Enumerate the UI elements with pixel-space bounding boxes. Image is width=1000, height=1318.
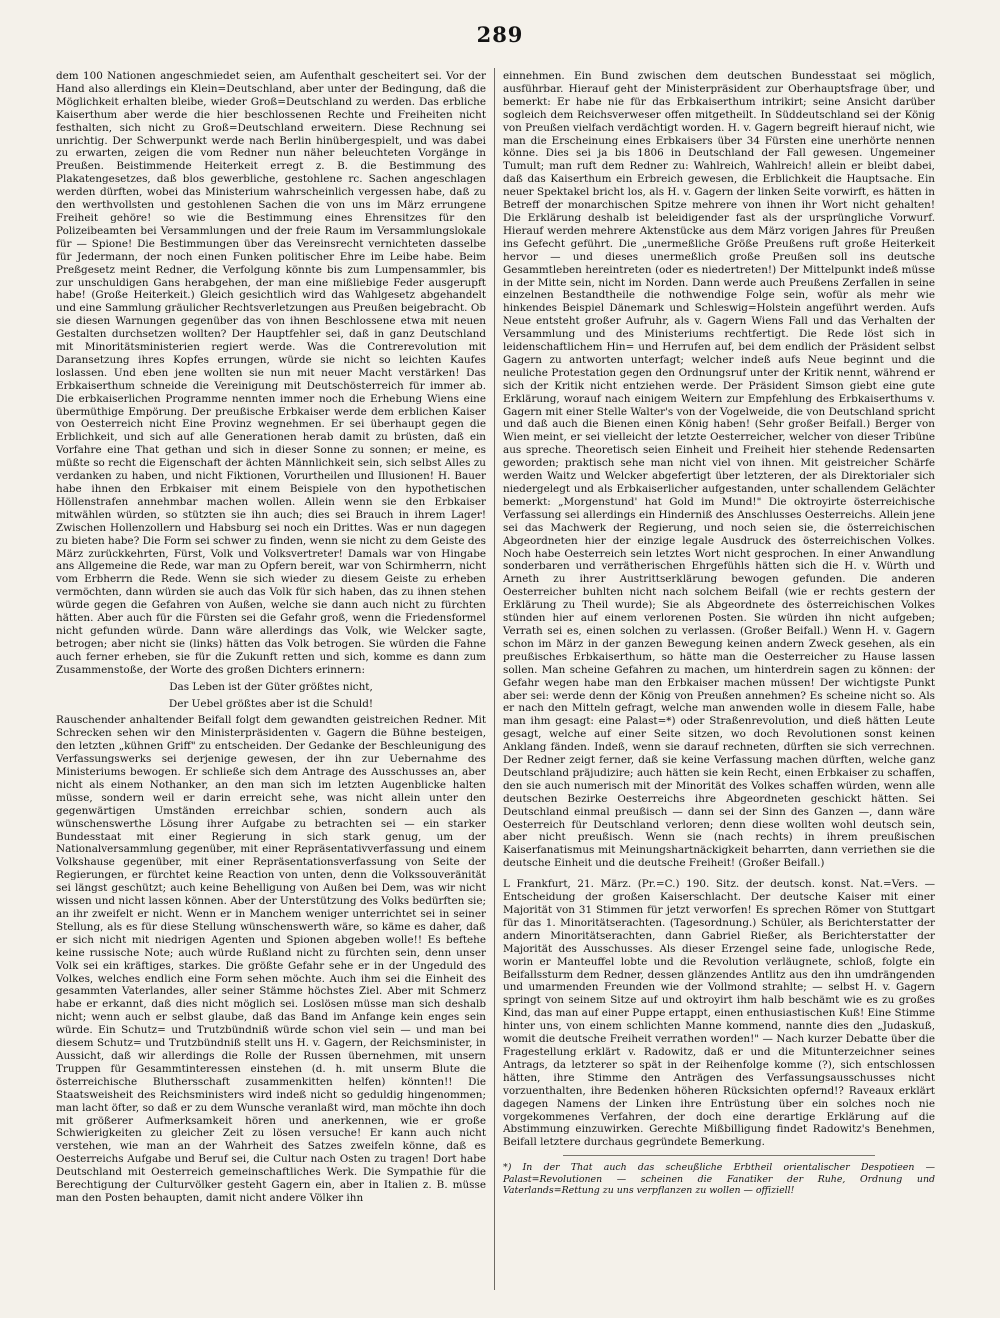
- right-paragraph-1: einnehmen. Ein Bund zwischen dem deutschen Bundesstaat sei möglich, ausführbar. Hierauf geht der Ministerpräsident zur Oberhauptsfrage über, und bemerkt: Er habe nie für das Erbkaiserthum intrikirt; seine Ansicht darüber sogleich dem Reichsverweser offen mitgetheilt. In Süddeutschland sei der König von Preußen vielfach verdächtigt worden. H. v. Gagern begreift hierauf nicht, wie man die Erscheinung eines Erbkaisers über 34 Fürsten eine unerhörte nennen könne. Dies sei ja bis 1806 in Deutschland der Fall gewesen. Ungemeiner Tumult; man ruft dem Redner zu: Wahlreich, Wahlreich! allein er bleibt dabei, daß das Kaiserthum ein Erbreich gewesen, die Erblichkeit die Hauptsache. Ein neuer Spektakel bricht los, als H. v. Gagern der linken Seite vorwirft, es hätten in Betreff der monarchischen Spitze mehrere von ihnen ihr Wort nicht gehalten! Die Erklärung deshalb ist beleidigender fast als der ursprüngliche Vorwurf. Hierauf werden mehrere Aktenstücke aus dem März vorigen Jahres für Preußen ins Gefecht geführt. Die „unermeßliche Größe Preußens ruft große Heiterkeit hervor — und dieses unermeßlich große Preußen soll ins deutsche Gesammtleben hereintreten (oder es niedertreten!) Der Mittelpunkt indeß müsse in der Mitte sein, nicht im Norden. Dann werde auch Preußens Zerfallen in seine einzelnen Bestandtheile die nothwendige Folge sein, wofür als mehr wie hinkendes Beispiel Dänemark und Schleswig=Holstein angeführt werden. Aufs Neue entsteht großer Aufruhr, als v. Gagern Wiens Fall und das Verhalten der Versammlung und des Ministeriums rechtfertigt. Die Rede löst sich in leidenschaftlichem Hin= und Herrufen auf, bei dem endlich der Präsident selbst Gagern zu antworten unterfagt; welcher indeß aufs Neue beginnt und die neuliche Protestation gegen den Ordnungsruf unter der Kritik nennt, während er sich der Kritik nicht entziehen werde. Der Präsident Simson giebt eine gute Erklärung, worauf nach einigem Weitern zur Empfehlung des Erbkaiserthums v. Gagern mit einer Stelle Walter's von der Vogelweide, die von Deutschland spricht und daß auch die Bienen einen König haben! (Sehr großer Beifall.) Berger von Wien meint, er sei vielleicht der letzte Oesterreicher, welcher von dieser Tribüne aus spreche. Theoretisch seien Einheit und Freiheit hier stehende Redensarten geworden; praktisch sehe man nicht viel von ihnen. Mit geistreicher Schärfe werden Waitz und Welcker abgefertigt über letzteren, der als Direktorialer sich niedergelegt und als Erbkaiserlicher aufgestanden, unter schallendem Gelächter bemerkt: „Morgenstund' hat Gold im Mund!" Die oktroyirte österreichische Verfassung sei allerdings ein Hinderniß des Anschlusses Oesterreichs. Allein jene sei das Machwerk der Regierung, und noch seien sie, die österreichischen Abgeordneten hier der einzige legale Ausdruck des österreichischen Volkes. Noch habe Oesterreich sein letztes Wort nicht gesprochen. In einer Anwandlung sonderbaren und verrätherischen Ehrgefühls hätten sich die H. v. Würth und Arneth zu ihrer Austrittserklärung bewogen gefunden. Die anderen Oesterreicher buhlten nicht nach solchem Beifall (wie er rechts gestern der Erklärung zu Theil wurde); Sie als Abgeordnete des österreichischen Volkes stünden hier auf einem verlorenen Posten. Sie würden ihn nicht aufgeben; Verrath sei es, einen solchen zu verlassen. (Großer Beifall.) Wenn H. v. Gagern schon im März in der ganzen Bewegung keinen andern Zweck gesehen, als ein preußisches Erbkaiserthum, so hätte man die Oesterreicher zu Hause lassen sollen. Man scheine Gefahren zu machen, um hinterdrein sagen zu können: der Gefahr wegen habe man den Erbkaiser machen müssen! Der wichtigste Punkt aber sei: werde denn der König von Preußen annehmen? Es scheine nicht so. Als er nach den Mitteln gefragt, welche man anwenden wolle in diesem Falle, habe man ihm gesagt: eine Palast=*) oder Straßenrevolution, und dieß hätten Leute gesagt, welche auf einer Seite sitzen, wo doch Revolutionen sonst keinen Anklang fänden. Indeß, wenn sie darauf rechneten, dürften sie sich verrechnen. Der Redner zeigt ferner, daß sie keine Verfassung machen dürften, welche ganz Deutschland präjudizire; auch hätten sie kein Recht, einen Erbkaiser zu schaffen, den sie auch numerisch mit der Minorität des Volkes schaffen würden, wenn alle deutschen Bezirke Oesterreichs ihre Abgeordneten geschickt hätten. Sei Deutschland einmal preußisch — dann sei der Sinn des Ganzen —, dann wäre Oesterreich für Deutschland verloren; denn diese wollten wohl deutsch sein, aber nicht preußisch. Wenn sie (nach rechts) in ihrem preußischen Kaiserfanatismus mit Meinungshartnäckigkeit beharrten, dann verriethen sie die deutsche Einheit und die deutsche Freiheit! (Großer Beifall.): [503, 70, 935, 870]
- page-number: 289: [476, 22, 524, 47]
- frankfurt-report: L Frankfurt, 21. März. (Pr.=C.) 190. Sitz. der deutsch. konst. Nat.=Vers. — Entscheidung der großen Kaiserschlacht. Der deutsche Kaiser mit einer Majorität von 31 Stimmen für jetzt verworfen! Es sprechen Römer von Stuttgart für das 1. Minoritätserachten. (Tagesordnung.) Schüler, als Berichterstatter der andern Minoritätserachten, dann Gabriel Rießer, als Berichterstatter der Majorität des Ausschusses. Als dieser Erzengel seine fade, unlogische Rede, worin er Manteuffel lobte und die Revolution verläugnete, schloß, folgte ein Beifallssturm dem Redner, dessen glänzendes Antlitz aus den ihn umdrängenden und umarmenden Freunden wie der Vollmond strahlte; — selbst H. v. Gagern springt von seinem Sitze auf und oktroyirt ihm halb beschämt wie es zu großes Kind, das man auf einer Puppe ertappt, einen enthusiastischen Kuß! Eine Stimme hinter uns, von einem schlichten Manne kommend, nannte dies den „Judaskuß, womit die deutsche Freiheit verrathen worden!" — Nach kurzer Debatte über die Fragestellung erklärt v. Radowitz, daß er und die Mitunterzeichner seines Antrags, da letzterer so spät in der Reihenfolge komme (?), sich entschlossen hätten, ihre Stimme den Anträgen des Verfassungsausschusses nicht vorzuenthalten, ihre Bedenken höheren Rücksichten opfernd!? Raveaux erklärt dagegen Namens der Linken ihre Entrüstung über ein solches noch nie vorgekommenes Verfahren, der doch eine derartige Erklärung auf die Abstimmung einzuwirken. Gerechte Mißbilligung findet Radowitz's Benehmen, Beifall letztere durchaus gegründete Bemerkung.: [503, 878, 935, 1149]
- column-divider: [494, 68, 495, 1290]
- verse-line-1: Das Leben ist der Güter größtes nicht,: [169, 680, 373, 693]
- footnote-separator: [563, 1155, 875, 1156]
- right-column: [503, 70, 935, 1196]
- left-paragraph-1: dem 100 Nationen angeschmiedet seien, am Aufenthalt gescheitert sei. Vor der Hand also allerdings ein Klein=Deutschland, aber unter der Bedingung, daß die Möglichkeit erhalten bleibe, wieder Groß=Deutschland zu werden. Das erbliche Kaiserthum aber werde die hier beschlossenen Rechte und Freiheiten nicht festhalten, sich nicht zu Groß=Deutschland erweitern. Diese Rechnung sei unrichtig. Der Schwerpunkt werde nach Berlin hinübergespielt, und was dabei zu erwarten, zeigen die vom Redner nun näher beleuchteten Vorgänge in Preußen. Beistimmende Heiterkeit erregt z. B. die Bestimmung des Plakatengesetzes, daß blos gewerbliche, gestohlene rc. Sachen angeschlagen werden dürften, wobei das Ministerium wahrscheinlich vergessen habe, daß zu den werthvollsten und gestohlenen Sachen die von uns im März errungene Freiheit gehöre! so wie die Bestimmung eines Ehrensitzes für den Polizeibeamten bei Versammlungen und der freie Raum im Versammlungslokale für — Spione! Die Bestimmungen über das Vereinsrecht vernichteten dasselbe für Jedermann, der noch einen Funken politischer Ehre im Leibe habe. Beim Preßgesetz meint Redner, die Verfolgung könnte bis zum Lumpensammler, bis zur unschuldigen Gans herabgehen, der man eine mißliebige Feder ausgerupft habe! (Große Heiterkeit.) Gleich gesichtlich wird das Wahlgesetz abgehandelt und eine Sammlung gräulicher Rechtsverletzungen aus Preußen beigebracht. Ob sie diesen Warnungen gegenüber das von ihnen Beschlossene etwa mit neuen Gestalten durchsetzen wollten? Der Hauptfehler sei, daß in ganz Deutschland mit Minoritätsministerien regiert werde. Was die Contrerevolution mit Daransetzung ihres Kopfes errungen, würde sie nicht so leichten Kaufes loslassen. Und eben jene wollten sie nun mit neuer Macht verstärken! Das Erbkaiserthum schneide die Vereinigung mit Deutschösterreich für immer ab. Die erbkaiserlichen Programme nennten immer noch die Erhebung Wiens eine übermüthige Empörung. Der preußische Erbkaiser werde dem erblichen Kaiser von Oesterreich nicht Eine Provinz wegnehmen. Er sei überhaupt gegen die Erblichkeit, und sich auf alle Generationen herab damit zu brüsten, daß ein Vorfahre eine That gethan und sich in dieser Sonne zu sonnen; er meine, es müßte so recht die Eigenschaft der ächten Männlichkeit sein, sich selbst Alles zu verdanken zu haben, und nicht Fiktionen, Vorurtheilen und Illusionen! H. Bauer habe ihnen den Erbkaiser mit einem Beispiele von den hypothetischen Höllenstrafen annehmbar machen wollen. Allein wenn sie den Erbkaiser mitwählen würden, so stützten sie ihn auch; dies sei Brauch in ihrem Lager! Zwischen Hollenzollern und Habsburg sei noch ein Drittes. Was er nun dagegen zu bieten habe? Die Form sei schwer zu finden, wenn sie nicht zu dem Geiste des März zurückkehrten, Fürst, Volk und Volksvertreter! Damals war von Hingabe ans Allgemeine die Rede, war man zu Opfern bereit, war von Schirmherrn, nicht vom Erbherrn die Rede. Wenn sie sich wieder zu diesem Geiste zu erheben vermöchten, dann würden sie auch das Volk für sich haben, das zu ihnen stehen würde gegen die Gefahren von Außen, welche sie dann auch nicht zu fürchten hätten. Aber auch für die Fürsten sei die Gefahr groß, wenn die Friedensformel nicht gefunden würde. Dann wäre allerdings das Volk, wie Welcker sagte, betrogen; aber nicht sie (links) hätten das Volk betrogen. Sie würden die Fahne auch ferner erheben, sie für die Zukunft retten und sich, komme es dann zum Zusammenstoße, der Worte des großen Dichters erinnern:: [56, 70, 486, 676]
- verse-line-2: Der Uebel größtes aber ist die Schuld!: [168, 697, 374, 710]
- footnote: *) In der That auch das scheußliche Erbtheil orientalischer Despotieen — Palast=Revolutionen — scheinen die Fanatiker der Ruhe, Ordnung und Vaterlands=Rettung zu uns verpflanzen zu wollen — offiziell!: [503, 1162, 935, 1197]
- left-column: [56, 70, 486, 1205]
- left-paragraph-2: Rauschender anhaltender Beifall folgt dem gewandten geistreichen Redner. Mit Schrecken sehen wir den Ministerpräsidenten v. Gagern die Bühne besteigen, den letzten „kühnen Griff" zu entscheiden. Der Gedanke der Beschleunigung des Verfassungswerks sei derjenige gewesen, der ihn zur Uebernahme des Ministeriums bewogen. Er schließe sich dem Antrage des Ausschusses an, aber nicht als einem Nothanker, an den man sich im letzten Augenblicke halten müsse, sondern weil er darin erreicht sehe, was nicht allein unter den gegenwärtigen Umständen erreichbar schien, sondern auch als wünschenswerthe Lösung ihrer Aufgabe zu betrachten sei — ein starker Bundesstaat mit einer Regierung in sich stark genug, um der Nationalversammlung gegenüber, mit einer Repräsentativverfassung und einem Volkshause gegenüber, mit einer Repräsentationsverfassung von Seite der Regierungen, er fürchtet keine Reaction von unten, denn die Volkssouveränität sei längst geschützt; auch keine Behelligung von Außen bei Dem, was wir nicht wissen und nicht lassen können. Aber der Unterstützung des Volks bedürften sie; an ihr zweifelt er nicht. Wenn er in Manchem weniger unterrichtet sei in seiner Stellung, als es für diese Stellung wünschenswerth wäre, so käme es daher, daß er sich nicht mit niedrigen Agenten und Spionen abgeben wolle!! Es beftehe keine russische Note; auch würde Rußland nicht zu fürchten sein, denn unser Volk sei ein kräftiges, starkes. Die größte Gefahr sehe er in der Ungeduld des Volkes, welches endlich eine Form sehen möchte. Auch ihm sei die Einheit des gesammten Vaterlandes, aller seiner Stämme höchstes Ziel. Aber mit Schmerz habe er erkannt, daß dies nicht möglich sei. Loslösen müsse man sich deshalb nicht; wenn auch er selbst glaube, daß das Band im Anfange kein enges sein würde. Ein Schutz= und Trutzbündniß würde schon viel sein — und man bei diesem Schutz= und Trutzbündniß stellt uns H. v. Gagern, der Reichsminister, in Aussicht, daß wir allerdings die Rolle der Russen übernehmen, mit unsern Truppen für Gesammtinteressen einstehen (d. h. mit unserm Blute die österreichische Bluthersschaft zusammenkitten helfen) könnten!! Die Staatsweisheit des Reichsministers wird indeß nicht so geduldig hingenommen; man lacht öfter, so daß er zu dem Wunsche veranlaßt wird, man möchte ihn doch mit größerer Aufmerksamkeit hören und anerkennen, wie er große Schwierigkeiten zu gleicher Zeit zu lösen versuche! Er kann auch nicht verstehen, wie man an der Wahrheit des Satzes zweifeln könne, daß es Oesterreichs Aufgabe und Beruf sei, die Cultur nach Osten zu tragen! Dort habe Deutschland mit Oesterreich gemeinschaftliches Werk. Die Sympathie für die Berechtigung der Culturvölker gesteht Gagern ein, aber in Italien z. B. müsse man den Posten behaupten, damit nicht andere Völker ihn: [56, 714, 486, 1204]
